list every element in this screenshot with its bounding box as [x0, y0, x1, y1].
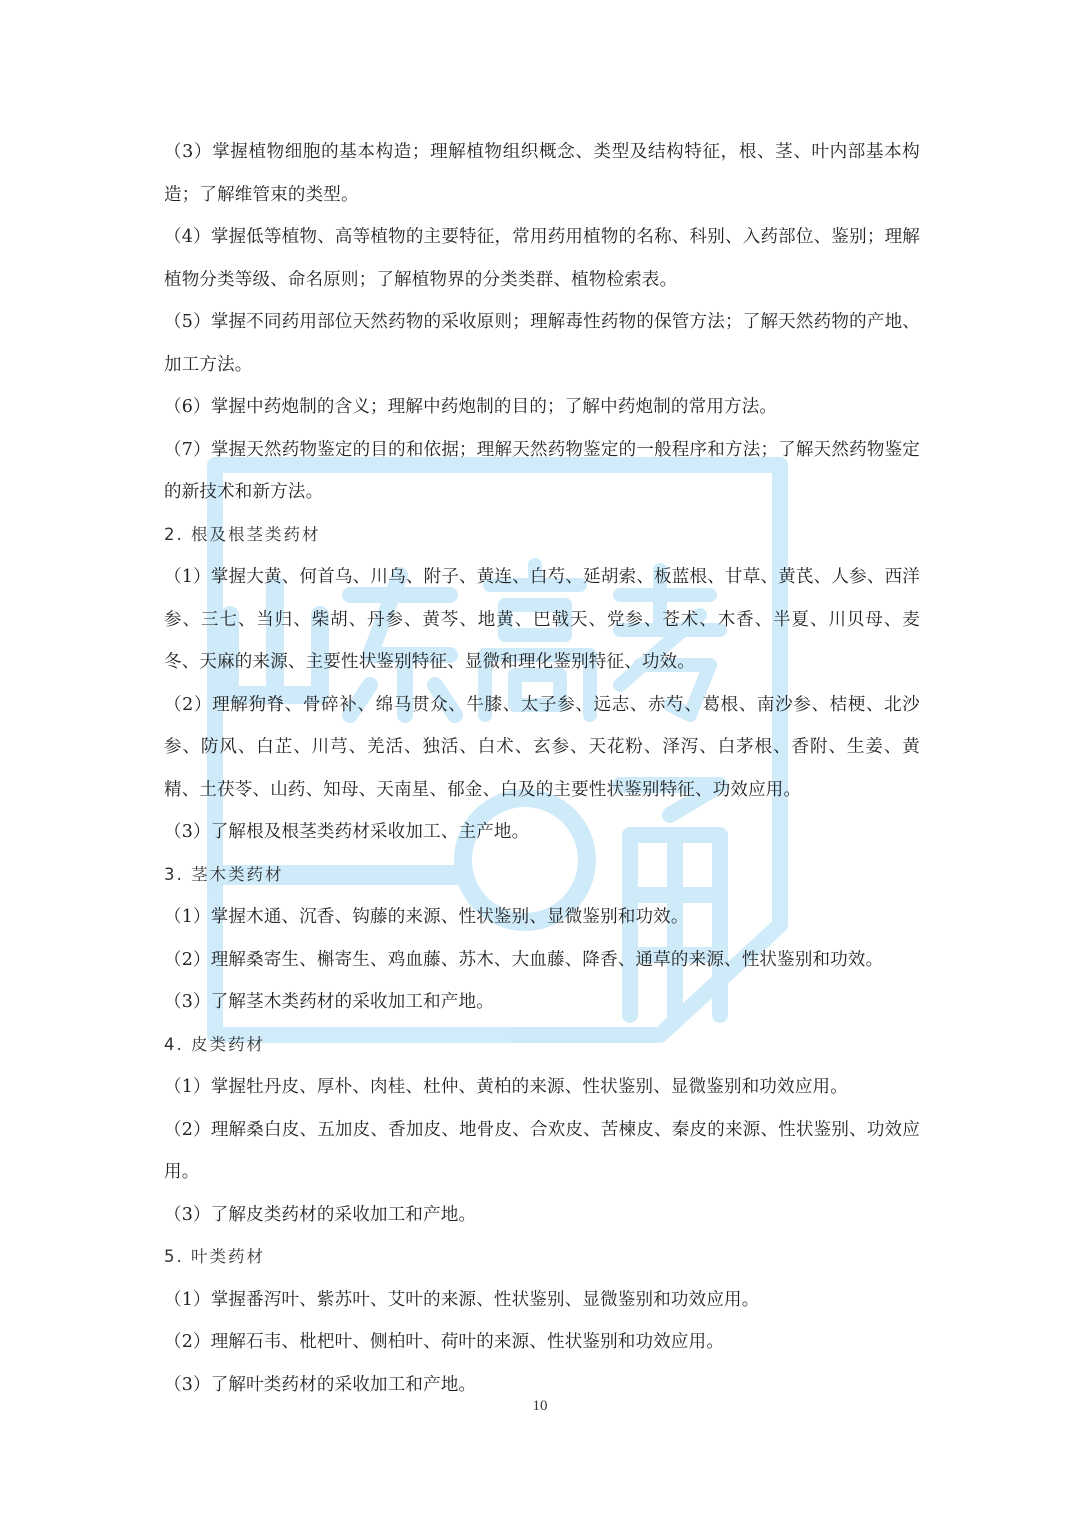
- paragraph: （5）掌握不同药用部位天然药物的采收原则；理解毒性药物的保管方法；了解天然药物的产地、加工方法。: [164, 312, 920, 375]
- section-heading: 5. 叶类药材: [164, 1247, 265, 1266]
- paragraph: （3）掌握植物细胞的基本构造；理解植物组织概念、类型及结构特征，根、茎、叶内部基本构造；了解维管束的类型。: [164, 142, 920, 205]
- page-number: 10: [532, 1398, 548, 1414]
- paragraph: （2）理解桑寄生、槲寄生、鸡血藤、苏木、大血藤、降香、通草的来源、性状鉴别和功效。: [164, 949, 884, 970]
- section-heading: 2. 根及根茎类药材: [164, 524, 321, 544]
- paragraph: （1）掌握番泻叶、紫苏叶、艾叶的来源、性状鉴别、显微鉴别和功效应用。: [164, 1289, 760, 1310]
- paragraph: （1）掌握牡丹皮、厚朴、肉桂、杜仲、黄柏的来源、性状鉴别、显微鉴别和功效应用。: [164, 1077, 848, 1097]
- paragraph: （4）掌握低等植物、高等植物的主要特征，常用药用植物的名称、科别、入药部位、鉴别；理解植物分类等级、命名原则；了解植物界的分类类群、植物检索表。: [164, 227, 920, 290]
- paragraph: （1）掌握木通、沉香、钩藤的来源、性状鉴别、显微鉴别和功效。: [164, 907, 689, 927]
- paragraph: （2）理解狗脊、骨碎补、绵马贯众、牛膝、太子参、远志、赤芍、葛根、南沙参、桔梗、北沙参、防风、白芷、川芎、羌活、独活、白术、玄参、天花粉、泽泻、白茅根、香附、生姜、黄精、土茯苓、山药、知母、天南星、郁金、白及的主要性状鉴别特征、功效应用。: [164, 694, 920, 800]
- document-body: [164, 131, 920, 1406]
- paragraph: （3）了解皮类药材的采收加工和产地。: [164, 1204, 477, 1225]
- paragraph: （3）了解茎木类药材的采收加工和产地。: [164, 992, 494, 1012]
- paragraph: （7）掌握天然药物鉴定的目的和依据；理解天然药物鉴定的一般程序和方法；了解天然药物鉴定的新技术和新方法。: [164, 439, 920, 502]
- section-heading: 3. 茎木类药材: [164, 864, 284, 884]
- paragraph: （3）了解根及根茎类药材采收加工、主产地。: [164, 822, 530, 842]
- section-heading: 4. 皮类药材: [164, 1034, 265, 1054]
- paragraph: （1）掌握大黄、何首乌、川乌、附子、黄连、白芍、延胡索、板蓝根、甘草、黄芪、人参、西洋参、三七、当归、柴胡、丹参、黄芩、地黄、巴戟天、党参、苍术、木香、半夏、川贝母、麦冬、天麻的来源、主要性状鉴别特征、显微和理化鉴别特征、功效。: [164, 567, 920, 672]
- paragraph: （6）掌握中药炮制的含义；理解中药炮制的目的；了解中药炮制的常用方法。: [164, 397, 778, 417]
- paragraph: （2）理解桑白皮、五加皮、香加皮、地骨皮、合欢皮、苦楝皮、秦皮的来源、性状鉴别、功效应用。: [164, 1119, 920, 1182]
- paragraph: （3）了解叶类药材的采收加工和产地。: [164, 1374, 477, 1395]
- paragraph: （2）理解石韦、枇杷叶、侧柏叶、荷叶的来源、性状鉴别和功效应用。: [164, 1332, 725, 1352]
